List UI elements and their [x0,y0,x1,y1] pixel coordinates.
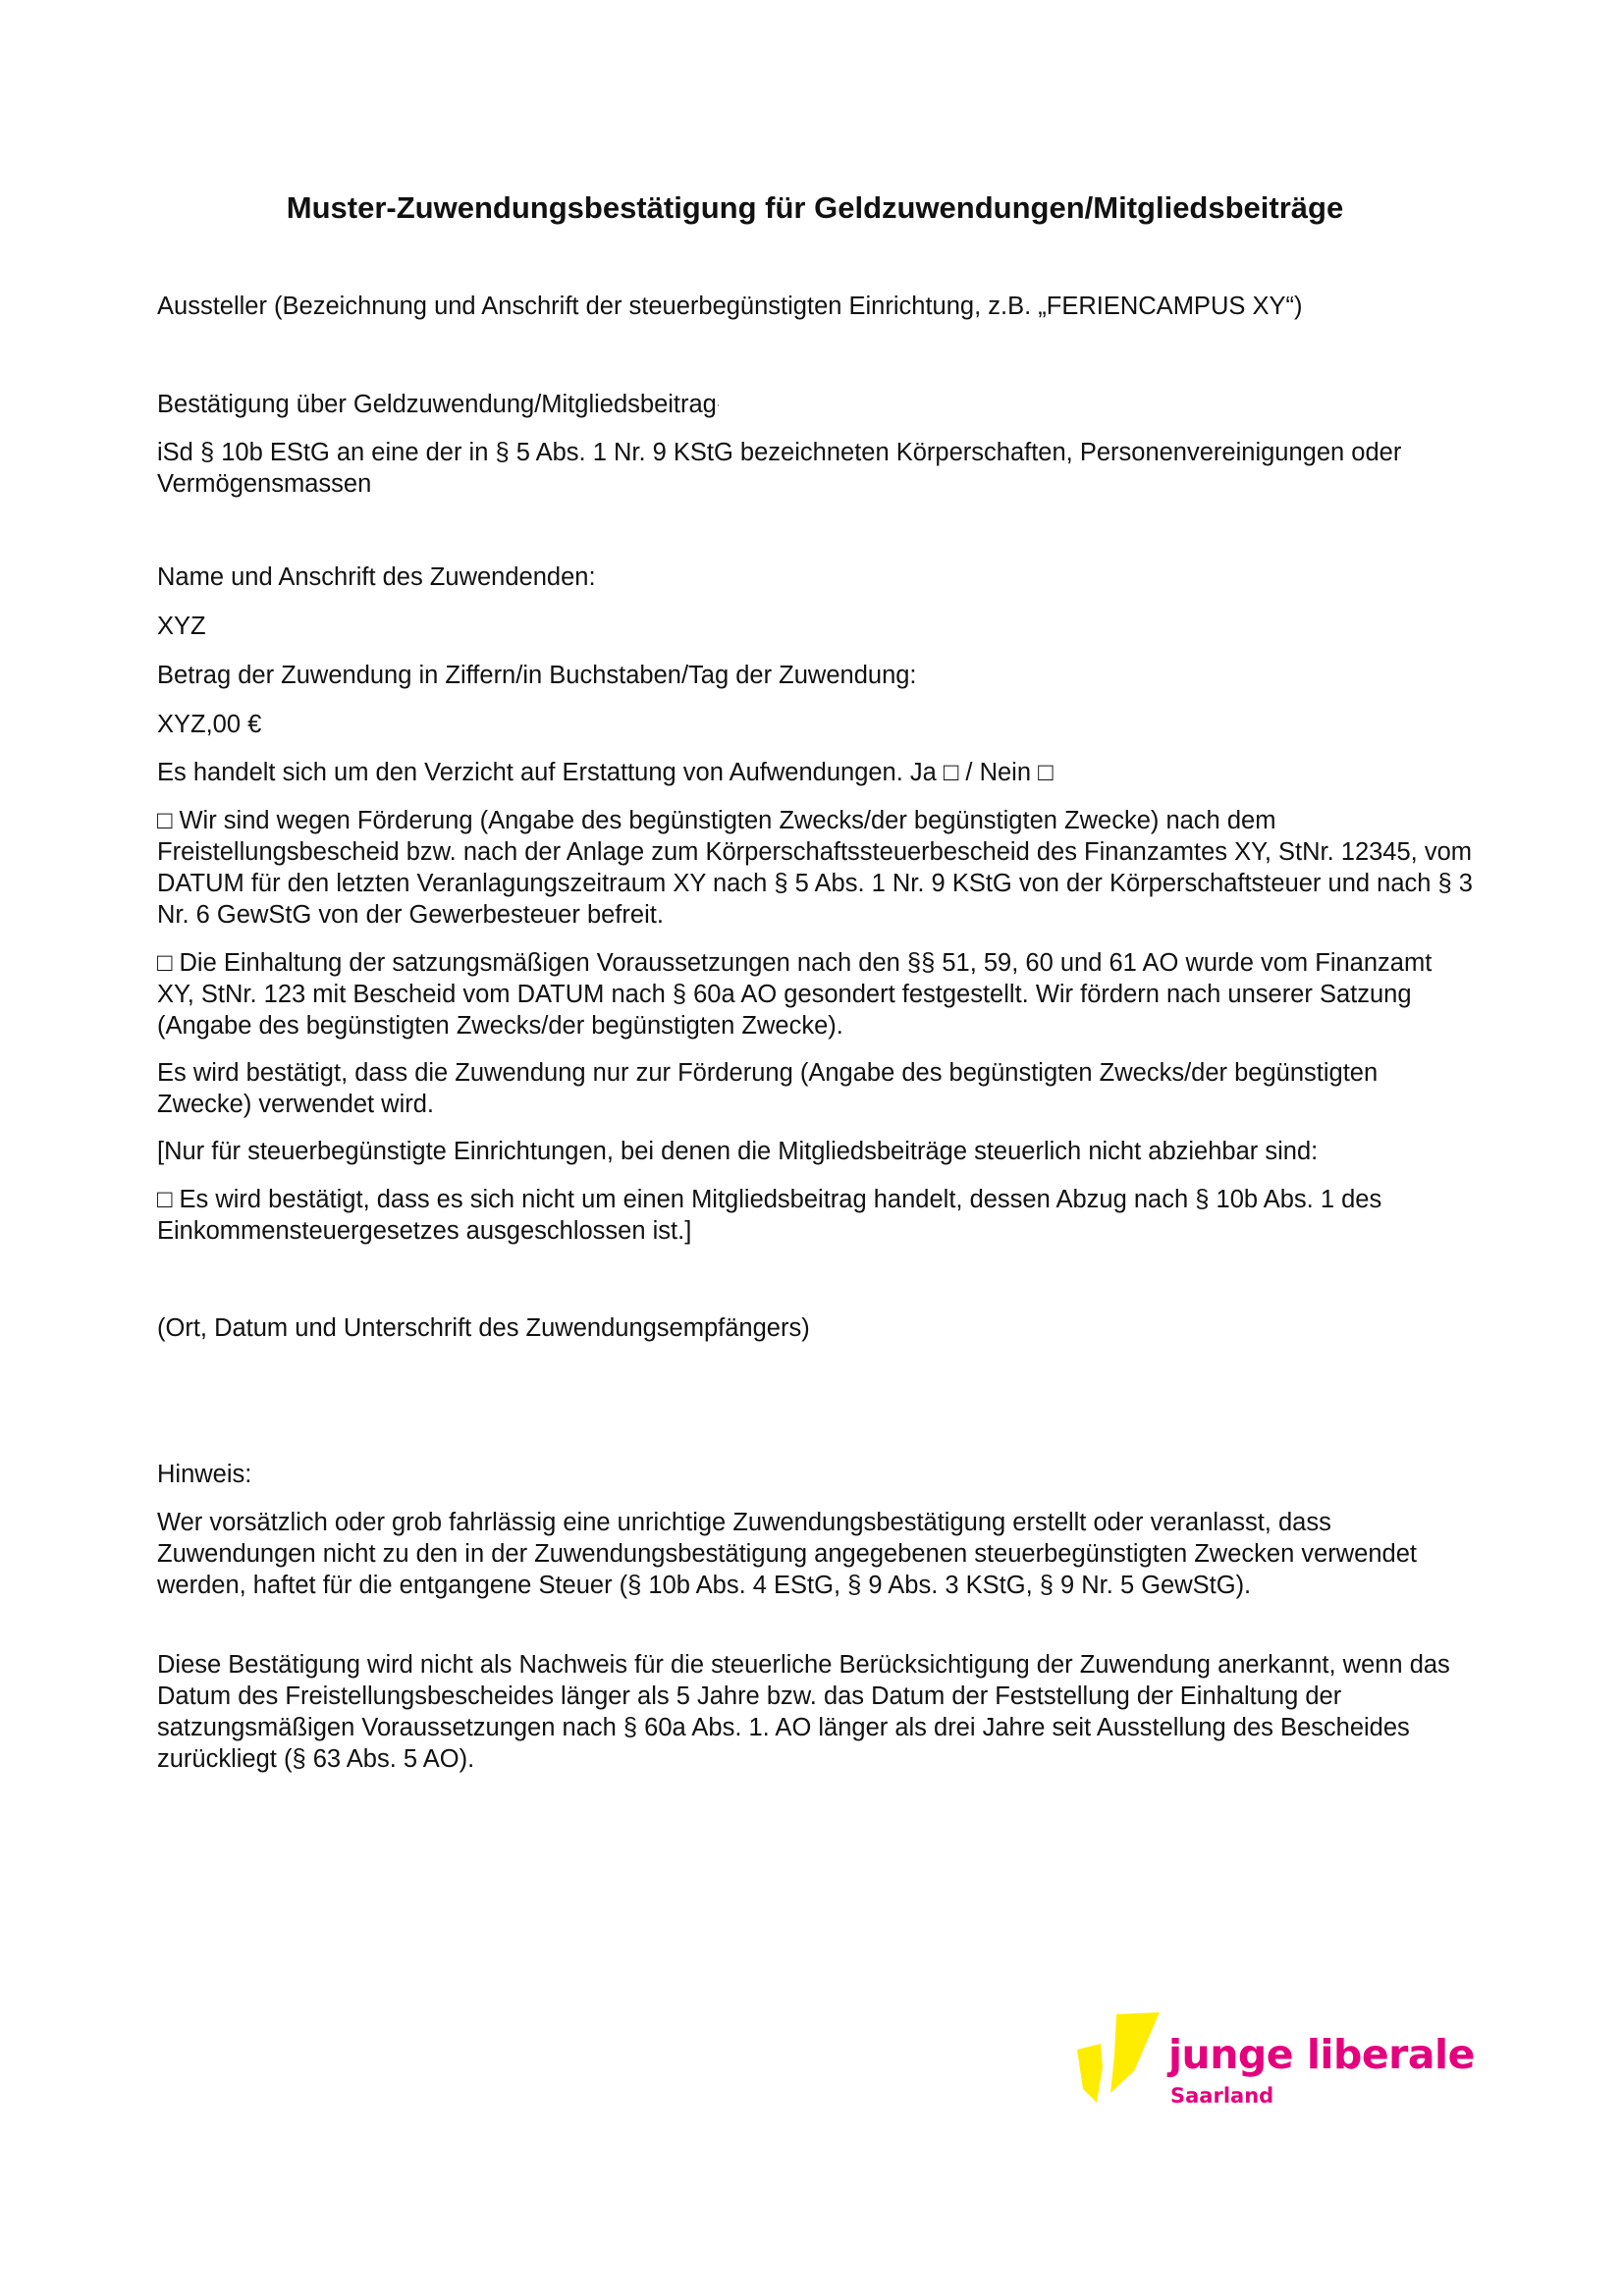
exemption-paragraph: □ Wir sind wegen Förderung (Angabe des begünstigten Zwecks/der begünstigten Zwecke) nach dem Freistellungsbescheid bzw. nach der Anlage zum Körperschaftssteuerbescheid des Finanzamtes XY, StNr. 12345, vom DATUM für den letzten Veranlagungszeitraum XY nach § 5 Abs. 1 Nr. 9 KStG von der Körperschaftsteuer und nach § 3 Nr. 6 GewStG von der Gewerbesteuer befreit. [157,807,1473,929]
no-membership-fee-statement: □ Es wird bestätigt, dass es sich nicht um einen Mitgliedsbeitrag handelt, dessen Abzug nach § 10b Abs. 1 des Einkommensteuergesetzes ausgeschlossen ist.] [157,1186,1382,1245]
waiver-statement: Es handelt sich um den Verzicht auf Erstattung von Aufwendungen. Ja □ / Nein □ [157,759,1054,786]
notice-validity: Diese Bestätigung wird nicht als Nachweis für die steuerliche Berücksichtigung der Zuwendung anerkannt, wenn das Datum des Freistellungsbescheides länger als 5 Jahre bzw. das Datum der Feststellung der Einhaltung der satzungsmäßigen Voraussetzungen nach § 60a Abs. 1. AO länger als drei Jahre seit Ausstellung des Bescheides zurückliegt (§ 63 Abs. 5 AO). [157,1651,1450,1773]
junge-liberale-logo [1075,2012,1488,2160]
statutory-compliance-paragraph: □ Die Einhaltung der satzungsmäßigen Voraussetzungen nach den §§ 51, 59, 60 und 61 AO wurde vom Finanzamt XY, StNr. 123 mit Bescheid vom DATUM nach § 60a AO gesondert festgestellt. Wir fördern nach unserer Satzung (Angabe des begünstigten Zwecks/der begünstigten Zwecke). [157,949,1433,1040]
membership-note-intro: [Nur für steuerbegünstigte Einrichtungen, bei denen die Mitgliedsbeiträge steuerlich nicht abziehbar sind: [157,1138,1319,1165]
document-title: Muster-Zuwendungsbestätigung für Geldzuwendungen/Mitgliedsbeiträge [286,190,1344,225]
amount-value: XYZ,00 € [157,711,262,738]
amount-label: Betrag der Zuwendung in Ziffern/in Buchstaben/Tag der Zuwendung: [157,662,917,689]
issuer-line: Aussteller (Bezeichnung und Anschrift der steuerbegünstigten Einrichtung, z.B. „FERIENCAMPUS XY“) [157,293,1303,320]
confirmation-heading-text: Bestätigung über Geldzuwendung/Mitgliedsbeitrag [157,391,717,418]
signature-line: (Ort, Datum und Unterschrift des Zuwendungsempfängers) [157,1314,810,1342]
logo-mark-icon [1075,2012,1168,2120]
logo-name: junge liberale [1168,2031,1475,2078]
notice-label: Hinweis: [157,1461,252,1488]
notice-liability: Wer vorsätzlich oder grob fahrlässig eine unrichtige Zuwendungsbestätigung erstellt oder veranlasst, dass Zuwendungen nicht zu den in der Zuwendungsbestätigung angegebenen steuerbegünstigten Zwecken verwendet werden, haftet für die entgangene Steuer (§ 10b Abs. 4 EStG, § 9 Abs. 3 KStG, § 9 Nr. 5 GewStG). [157,1509,1417,1599]
confirmation-heading: Bestätigung über Geldzuwendung/Mitgliedsbeitrag· [157,391,721,418]
logo-region: Saarland [1170,2084,1274,2108]
confirmation-legal-basis: iSd § 10b EStG an eine der in § 5 Abs. 1 Nr. 9 KStG bezeichneten Körperschaften, Personenvereinigungen oder Vermögensmassen [157,439,1402,498]
donor-name-label: Name und Anschrift des Zuwendenden: [157,563,596,591]
usage-confirmation: Es wird bestätigt, dass die Zuwendung nur zur Förderung (Angabe des begünstigten Zwecks/der begünstigten Zwecke) verwendet wird. [157,1059,1379,1118]
logo-mark-shape-left [1077,2044,1103,2103]
donor-name-value: XYZ [157,613,206,640]
logo-mark-shape-right [1110,2012,1160,2093]
